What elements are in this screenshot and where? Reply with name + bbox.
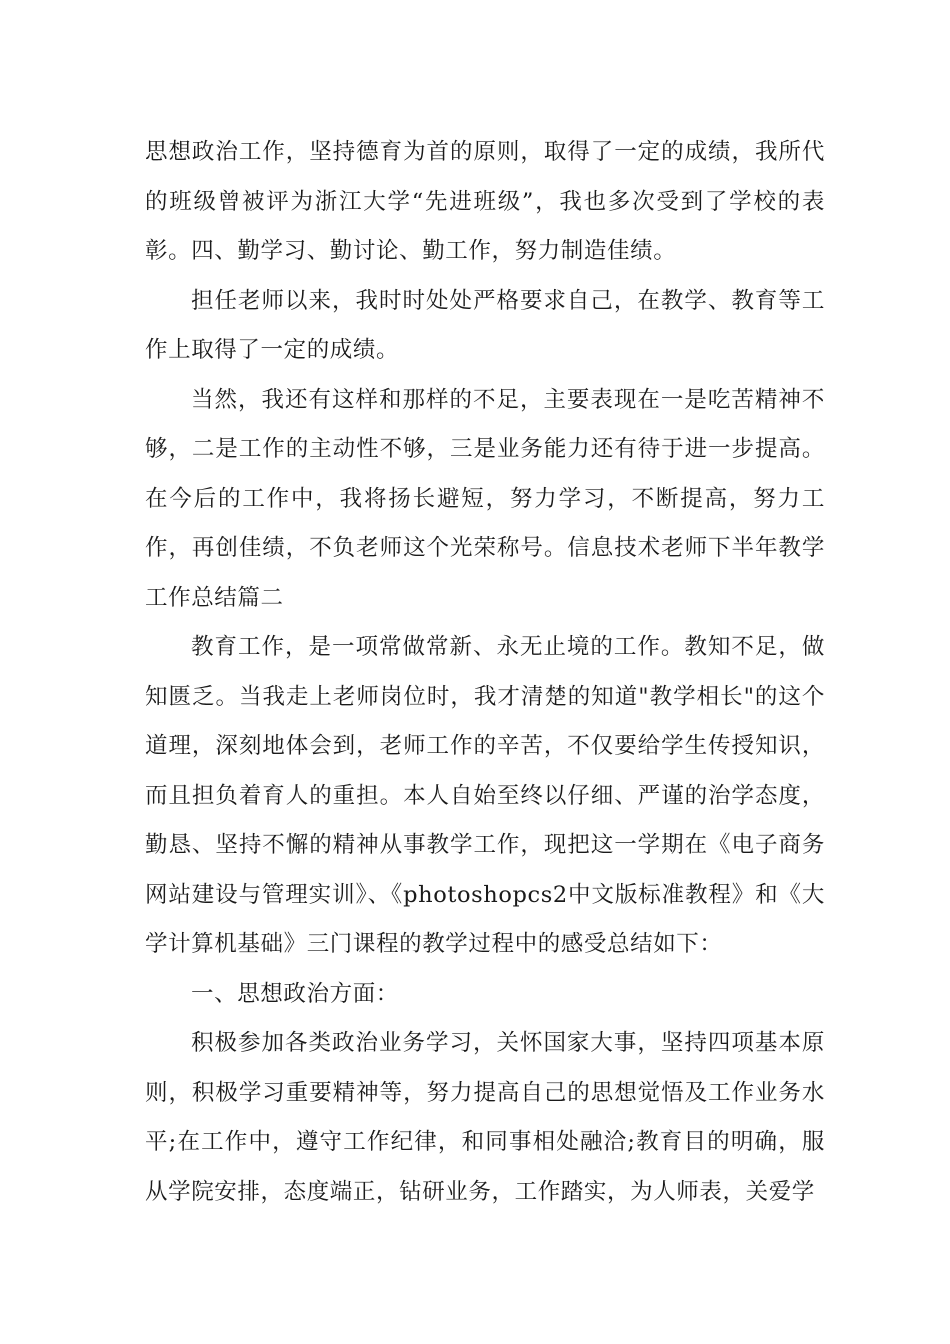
paragraph-5: 积极参加各类政治业务学习，关怀国家大事，坚持四项基本原则，积极学习重要精神等，努力提高自己的思想觉悟及工作业务水平;在工作中，遵守工作纪律，和同事相处融洽;教育目的明确，服从学院安排，态度端正，钻研业务，工作踏实，为人师表，关爱学 (145, 1030, 825, 1205)
paragraph-2: 担任老师以来，我时时处处严格要求自己，在教学、教育等工作上取得了一定的成绩。 (145, 287, 825, 363)
paragraph-3: 当然，我还有这样和那样的不足，主要表现在一是吃苦精神不够，二是工作的主动性不够，三是业务能力还有待于进一步提高。在今后的工作中，我将扬长避短，努力学习，不断提高，努力工作，再创佳绩，不负老师这个光荣称号。信息技术老师下半年教学工作总结篇二 (145, 386, 825, 611)
section-heading: 一、思想政治方面： (191, 980, 399, 1007)
paragraph-4: 教育工作，是一项常做常新、永无止境的工作。教知不足，做知匮乏。当我走上老师岗位时，我才清楚的知道"教学相长"的这个道理，深刻地体会到，老师工作的辛苦，不仅要给学生传授知识，而且担负着育人的重担。本人自始至终以仔细、严谨的治学态度，勤恳、坚持不懈的精神从事教学工作，现把这一学期在《电子商务网站建设与管理实训》、《photoshopcs2中文版标准教程》和《大学计算机基础》三门课程的教学过程中的感受总结如下： (145, 634, 825, 957)
paragraph-1: 思想政治工作，坚持德育为首的原则，取得了一定的成绩，我所代的班级曾被评为浙江大学“先进班级”，我也多次受到了学校的表彰。四、勤学习、勤讨论、勤工作，努力制造佳绩。 (145, 139, 825, 264)
document-body (145, 128, 825, 1217)
